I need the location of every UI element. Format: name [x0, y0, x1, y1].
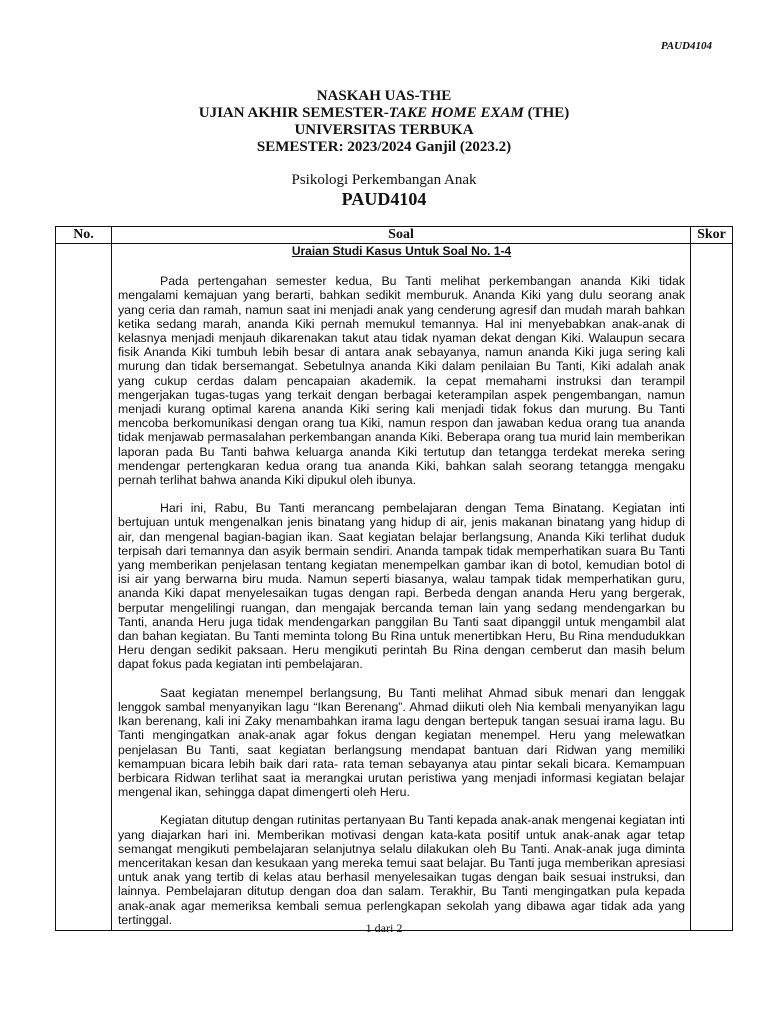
header-line-4: SEMESTER: 2023/2024 Ganjil (2023.2): [256, 139, 512, 155]
header-no: No.: [56, 227, 112, 244]
header-line-3: UNIVERSITAS TERBUKA: [294, 122, 474, 138]
header-skor: Skor: [691, 227, 733, 244]
table-row: [56, 244, 733, 931]
course-code: PAUD4104: [341, 189, 427, 209]
document-code: PAUD4104: [660, 40, 712, 52]
cell-soal: [112, 244, 691, 931]
header-line-2-italic: TAKE HOME EXAM: [388, 105, 524, 121]
case-study-content: [112, 244, 690, 930]
cell-skor: [691, 244, 733, 931]
paragraph: Kegiatan ditutup dengan rutinitas pertanyaan Bu Tanti kepada anak-anak mengenai kegiatan inti yang diajarkan hari ini. Memberikan motivasi dengan kata-kata positif untuk anak-anak agar tetap semangat mengikuti pembelajaran selanjutnya selalu dilakukan oleh Bu Tanti. Anak-anak juga diminta menceritakan kesan dan kesukaan yang mereka temui saat belajar. Bu Tanti juga memberikan apresiasi untuk anak yang tertib di kelas atau berhasil menyelesaikan tugas dengan baik sesuai instruksi, dan lainnya. Pembelajaran ditutup dengan doa dan salam. Terakhir, Bu Tanti mengingatkan pula kepada anak-anak agar memeriksa kembali semua perlengkapan sekolah yang dibawa agar tidak ada yang tertinggal.: [118, 813, 685, 927]
paragraph: Pada pertengahan semester kedua, Bu Tanti melihat perkembangan ananda Kiki tidak mengalami kemajuan yang berarti, bahkan sedikit memburuk. Ananda Kiki yang dulu seorang anak yang ceria dan ramah, namun saat ini menjadi anak yang cenderung agresif dan mudah marah bahkan ketika sedang marah, ananda Kiki pernah memukul temannya. Hal ini menyebabkan anak-anak di kelasnya menjadi menjauh dikarenakan takut atau tidak nyaman dekat dengan Kiki. Walaupun secara fisik Ananda Kiki tumbuh lebih besar di antara anak sebayanya, namun ananda Kiki juga sering kali murung dan tidak bersemangat. Sebetulnya ananda Kiki dalam penilaian Bu Tanti, Kiki adalah anak yang cukup cerdas dalam pencapaian akademik. Ia cepat memahami instruksi dan terampil mengerjakan tugas-tugas yang terkait dengan berbagai keterampilan aspek pengembangan, namun menjadi kurang optimal karena ananda Kiki sering kali menjadi tidak fokus dan murung. Bu Tanti mencoba berkomunikasi dengan orang tua Kiki, namun respon dan jawaban kedua orang tua ananda tidak menjawab permasalahan perkembangan ananda Kiki. Beberapa orang tua murid lain memberikan laporan pada Bu Tanti bahwa keluarga ananda Kiki tertutup dan tetangga terdekat mereka sering mendengar pertengkaran kedua orang tua ananda Kiki, bahkan salah seorang tetangga mengaku pernah terlihat bahwa ananda Kiki dipukul oleh ibunya.: [118, 274, 685, 488]
header-line-1: NASKAH UAS-THE: [316, 88, 452, 104]
paragraph: Hari ini, Rabu, Bu Tanti merancang pembelajaran dengan Tema Binatang. Kegiatan inti bertujuan untuk mengenalkan jenis binatang yang hidup di air, jenis makanan binatang yang hidup di air, dan mengenal bagian-bagian ikan. Saat kegiatan belajar berlangsung, Ananda Kiki terlihat duduk terpisah dari temannya dan asyik bermain sendiri. Ananda tampak tidak memperhatikan suara Bu Tanti yang memberikan penjelasan tentang kegiatan menempelkan gambar ikan di botol, kemudian botol di isi air yang berwarna biru muda. Namun seperti biasanya, walau tampak tidak memperhatikan guru, ananda Kiki dapat menyelesaikan tugas dengan rapi. Berbeda dengan ananda Heru yang bergerak, berputar mengelilingi ruangan, dan mengajak bercanda teman lain yang sedang mendengarkan bu Tanti, ananda Heru juga tidak mendengarkan panggilan Bu Tanti saat dipanggil untuk mengambil alat dan bahan kegiatan. Bu Tanti meminta tolong Bu Rina untuk menertibkan Heru, Bu Rina mendudukkan Heru dengan sedikit paksaan. Heru mengikuti perintah Bu Rina dengan cemberut dan masih belum dapat fokus pada kegiatan inti pembelajaran.: [118, 501, 685, 672]
header-soal: Soal: [112, 227, 691, 244]
table-header-row: [56, 227, 733, 244]
document-header: [0, 88, 768, 210]
header-line-2-suffix: (THE): [523, 105, 570, 121]
paragraph: Saat kegiatan menempel berlangsung, Bu Tanti melihat Ahmad sibuk menari dan lenggak lenggok sambal menyanyikan lagu “Ikan Berenang”. Ahmad diikuti oleh Nia kembali menyanyikan lagu Ikan berenang, kali ini Zaky menambahkan irama lagu dengan bertepuk tangan sesuai irama lagu. Bu Tanti mengingatkan anak-anak agar fokus dengan kegiatan menempel. Heru yang melewatkan penjelasan Bu Tanti, saat kegiatan berlangsung mendapat bantuan dari Ridwan yang memiliki kemampuan bicara lebih baik dari rata- rata teman sebayanya atau pintar sekali bicara. Kemampuan berbicara Ridwan terlihat saat ia merangkai urutan peristiwa yang menjadi informasi kegiatan belajar mengenal ikan, sehingga dapat dimengerti oleh Heru.: [118, 685, 685, 800]
header-line-2-prefix: UJIAN AKHIR SEMESTER-: [198, 105, 389, 121]
exam-table: [55, 226, 733, 931]
case-title: Uraian Studi Kasus Untuk Soal No. 1-4: [291, 244, 512, 258]
subject-title: Psikologi Perkembangan Anak: [291, 172, 477, 188]
header-line-2: [0, 105, 768, 122]
page-number: 1 dari 2: [365, 921, 403, 935]
cell-no: [56, 244, 112, 931]
